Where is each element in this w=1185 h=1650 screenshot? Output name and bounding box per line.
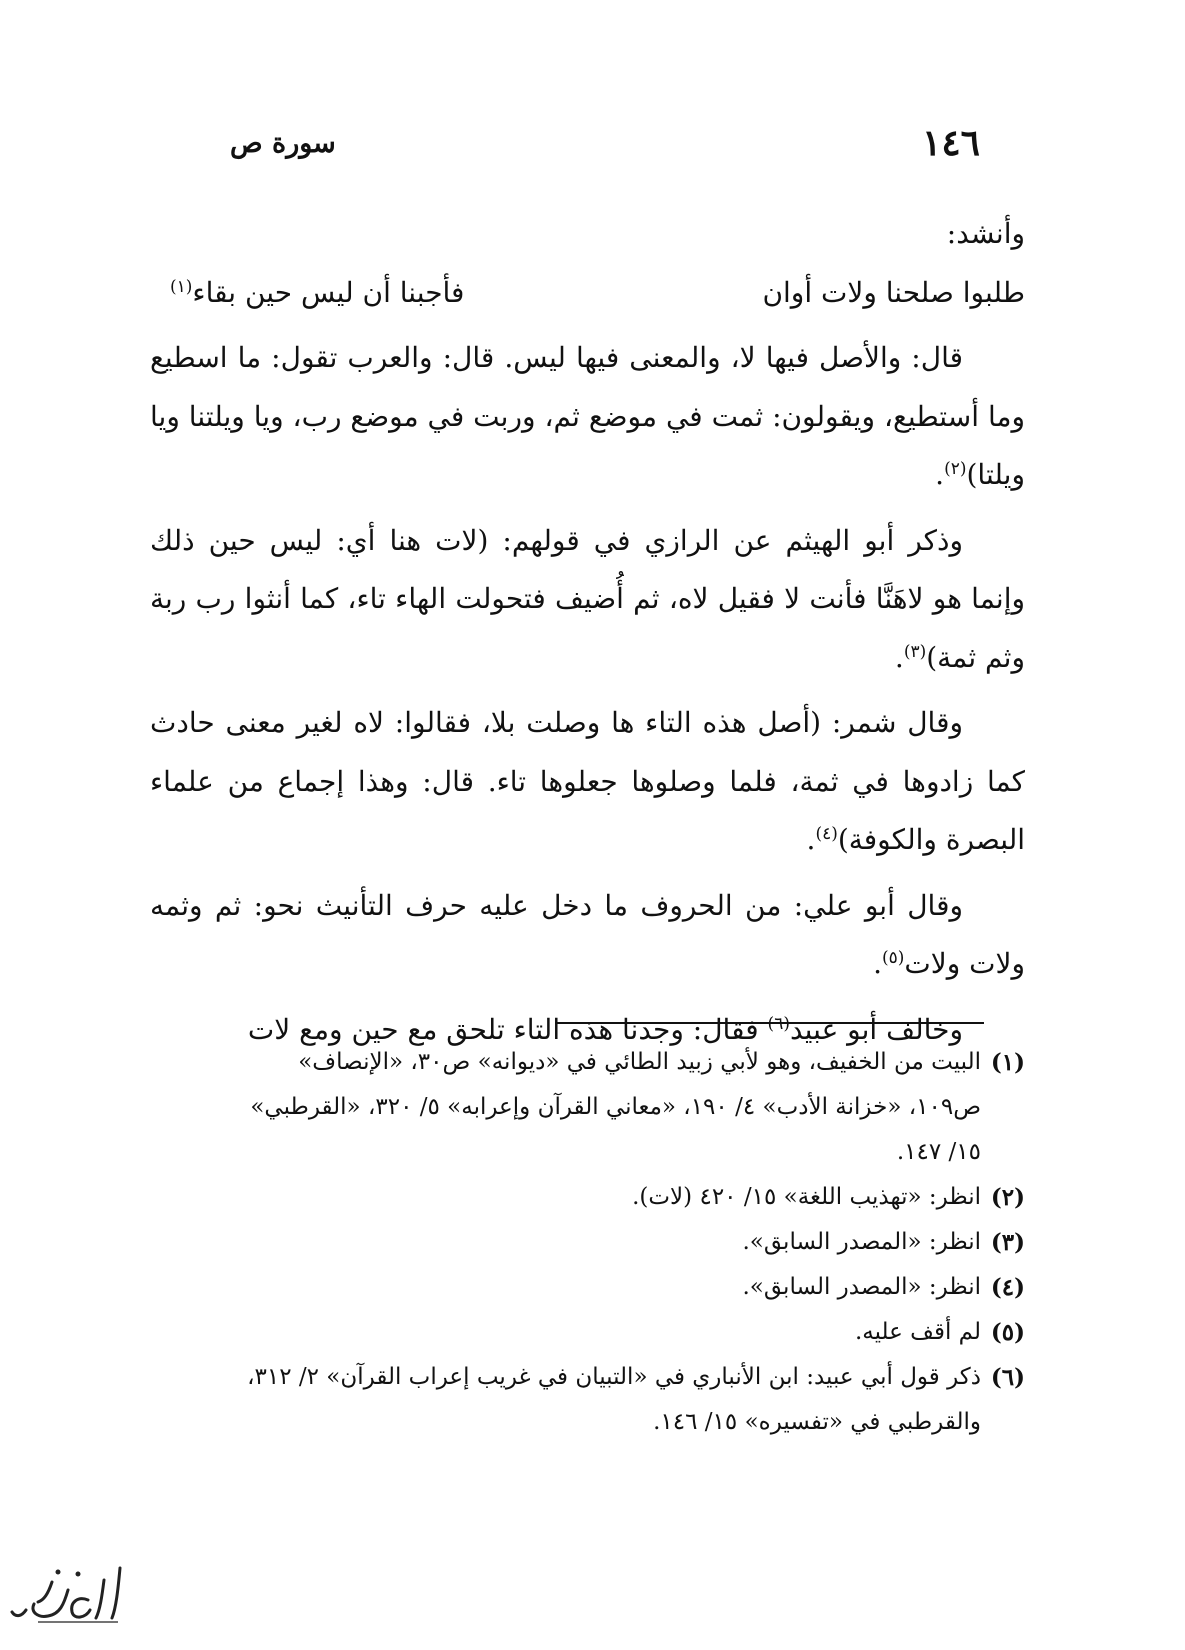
footnote-number: (٢) xyxy=(990,1184,1025,1211)
paragraph-3: وقال شمر: (أصل هذه التاء ها وصلت بلا، فقالوا: لاه لغير معنى حادث كما زادوها في ثمة، فلما وصلوها جعلوها تاء. قال: وهذا إجماع من علماء البصرة والكوفة)$^{(٤)}$. xyxy=(150,706,1025,856)
footnote-2 xyxy=(150,1175,1025,1220)
footnote-4 xyxy=(150,1265,1025,1310)
footnote-ref-3: (٣) xyxy=(903,641,927,662)
footnote-number: (١) xyxy=(990,1049,1025,1076)
footnote-ref-1: (١) xyxy=(170,276,193,297)
footnote-text: انظر: «المصدر السابق». xyxy=(742,1229,981,1255)
page-number: ١٤٦ xyxy=(921,122,980,164)
footnote-5 xyxy=(150,1310,1025,1355)
footnote-ref-2: (٢) xyxy=(944,459,967,479)
poetry-verse xyxy=(150,264,1025,323)
footnote-1 xyxy=(150,1040,1025,1175)
footnote-text: لم أقف عليه. xyxy=(854,1319,981,1345)
footnote-text: انظر: «المصدر السابق». xyxy=(742,1274,981,1300)
paragraph-1: قال: والأصل فيها لا، والمعنى فيها ليس. قال: والعرب تقول: ما اسطيع وما أستطيع، ويقولون: ثمت في موضع ثم، وربت في موضع رب، ويا ويلتنا ويا ويلتا)$^{(٢)}$. xyxy=(150,341,1025,491)
footnote-3 xyxy=(150,1220,1025,1265)
paragraph-5: وخالف أبو عبيد$^{(٦)}$ فقال: وجدنا هذه التاء تلحق مع حين ومع لات xyxy=(247,1012,963,1046)
footnote-number: (٤) xyxy=(990,1274,1025,1301)
verse-intro: وأنشد: xyxy=(946,217,1025,250)
footnotes xyxy=(150,1040,1025,1445)
paragraph-2: وذكر أبو الهيثم عن الرازي في قولهم: (لات هنا أي: ليس حين ذلك وإنما هو لاهَنَّا فأنت لا فقيل لاه، ثم أُضيف فتحولت الهاء تاء، كما أنثوا رب ربة وثم ثمة)$^{(٣)}$. xyxy=(150,523,1025,674)
footnote-separator xyxy=(555,1022,984,1024)
second-hemistich: فأجبنا أن ليس حين بقاء$^{(١)}$ xyxy=(170,275,465,309)
footnote-text: انظر: «تهذيب اللغة» ١٥/ ٤٢٠ (لات). xyxy=(632,1184,981,1210)
footnote-number: (٥) xyxy=(990,1319,1025,1346)
page-header xyxy=(230,118,980,168)
footnote-ref-4: (٤) xyxy=(815,824,838,844)
footnote-text: ذكر قول أبي عبيد: ابن الأنباري في «التبيان في غريب إعراب القرآن» ٢/ ٣١٢، والقرطبي في «تفسيره» ١٥/ ١٤٦. xyxy=(247,1364,981,1435)
footnote-ref-5: (٥) xyxy=(881,948,905,968)
footnote-ref-6: (٦) xyxy=(767,1013,790,1034)
calligraphy-logo xyxy=(8,1560,128,1628)
footnote-number: (٦) xyxy=(990,1364,1025,1391)
paragraph-4: وقال أبو علي: من الحروف ما دخل عليه حرف التأنيث نحو: ثم وثمه ولات ولات$^{(٥)}$. xyxy=(150,888,1025,980)
footnote-text: البيت من الخفيف، وهو لأبي زبيد الطائي في «ديوانه» ص٣٠، «الإنصاف» ص١٠٩، «خزانة الأدب» ٤/ ١٩٠، «معاني القرآن وإعرابه» ٥/ ٣٢٠، «القرطبي» ١٥/ ١٤٧. xyxy=(250,1049,981,1165)
running-title: سورة ص xyxy=(230,127,336,159)
footnote-number: (٣) xyxy=(990,1229,1025,1256)
main-text xyxy=(150,205,1025,1059)
footnote-6 xyxy=(150,1355,1025,1445)
first-hemistich: طلبوا صلحنا ولات أوان xyxy=(762,275,1025,309)
